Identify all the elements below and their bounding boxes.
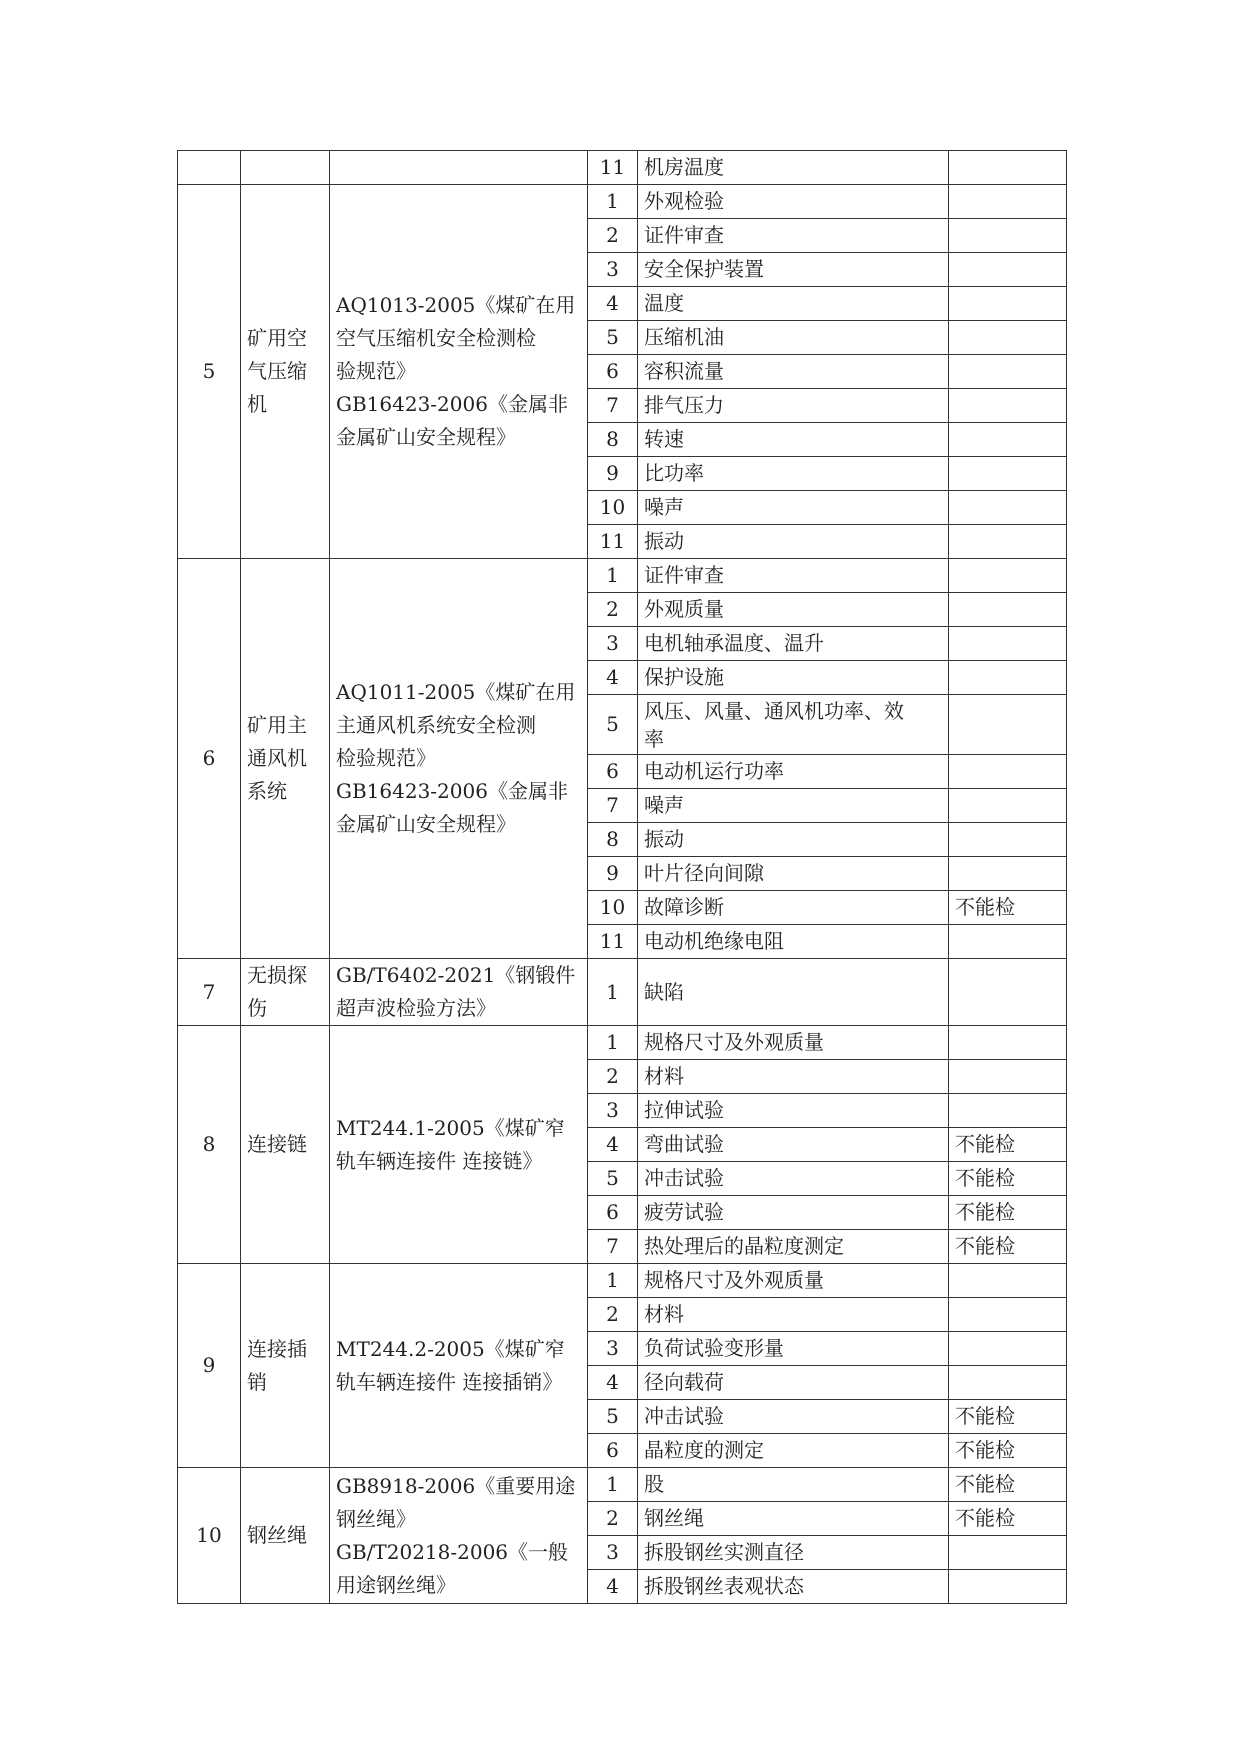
item-number-cell: 4 [588, 1128, 638, 1162]
item-name-cell [638, 959, 949, 1026]
item-name-cell [638, 1128, 949, 1162]
item-name: 机房温度 [644, 155, 724, 179]
equipment-name-cell [241, 1026, 330, 1264]
table-row [178, 1264, 1067, 1298]
item-name-cell [638, 1162, 949, 1196]
remark-cell [949, 1060, 1067, 1094]
item-name: 疲劳试验 [644, 1200, 724, 1224]
item-number-cell: 4 [588, 661, 638, 695]
item-number-cell: 7 [588, 1230, 638, 1264]
item-number-cell: 1 [588, 1468, 638, 1502]
item-number-cell: 5 [588, 1162, 638, 1196]
item-name: 保护设施 [644, 665, 724, 689]
remark-cell [949, 321, 1067, 355]
item-name-cell [638, 823, 949, 857]
item-number-cell: 1 [588, 559, 638, 593]
equipment-name: 矿用主 通风机 系统 [247, 713, 307, 803]
item-number-cell: 8 [588, 423, 638, 457]
item-name: 冲击试验 [644, 1166, 724, 1190]
remark-cell [949, 355, 1067, 389]
item-name-cell [638, 1366, 949, 1400]
item-number-cell: 4 [588, 1570, 638, 1604]
remark-cell [949, 925, 1067, 959]
group-index-cell [178, 151, 241, 185]
item-name: 噪声 [644, 495, 684, 519]
item-name: 电动机运行功率 [644, 759, 784, 783]
item-name: 负荷试验变形量 [644, 1336, 784, 1360]
item-name-cell [638, 1536, 949, 1570]
item-number-cell: 9 [588, 857, 638, 891]
item-name: 风压、风量、通风机功率、效 率 [644, 698, 904, 751]
remark-cell [949, 1332, 1067, 1366]
remark-cell: 不能检 [949, 1468, 1067, 1502]
item-number-cell: 6 [588, 355, 638, 389]
remark-cell [949, 287, 1067, 321]
remark-cell [949, 627, 1067, 661]
item-name: 证件审查 [644, 223, 724, 247]
standard-cell [330, 151, 588, 185]
item-name: 故障诊断 [644, 895, 724, 919]
item-number-cell: 11 [588, 525, 638, 559]
standard-cell [330, 1026, 588, 1264]
item-number-cell: 1 [588, 185, 638, 219]
item-name-cell [638, 1298, 949, 1332]
remark-cell [949, 857, 1067, 891]
remark-cell [949, 559, 1067, 593]
item-name-cell [638, 755, 949, 789]
equipment-name-cell [241, 185, 330, 559]
item-name-cell [638, 525, 949, 559]
group-index-cell: 10 [178, 1468, 241, 1604]
item-number-cell: 4 [588, 1366, 638, 1400]
item-name: 电机轴承温度、温升 [644, 631, 824, 655]
standard-text: GB/T6402-2021《钢锻件 超声波检验方法》 [336, 963, 576, 1020]
item-number-cell: 3 [588, 253, 638, 287]
standard-text: AQ1011-2005《煤矿在用 主通风机系统安全检测 检验规范》 GB16423-2006《金属非 金属矿山安全规程》 [336, 680, 576, 836]
item-number-cell: 2 [588, 219, 638, 253]
remark-cell [949, 959, 1067, 1026]
remark-cell [949, 219, 1067, 253]
standard-cell [330, 959, 588, 1026]
remark-cell: 不能检 [949, 1162, 1067, 1196]
equipment-name: 矿用空 气压缩 机 [247, 326, 307, 416]
item-name-cell [638, 1026, 949, 1060]
group-index-cell: 9 [178, 1264, 241, 1468]
item-name: 容积流量 [644, 359, 724, 383]
item-name: 振动 [644, 529, 684, 553]
item-number-cell: 1 [588, 1264, 638, 1298]
table-row [178, 959, 1067, 1026]
remark-cell [949, 423, 1067, 457]
item-name-cell [638, 491, 949, 525]
item-number-cell: 10 [588, 491, 638, 525]
item-name: 安全保护装置 [644, 257, 764, 281]
equipment-name-cell [241, 1468, 330, 1604]
item-number-cell: 2 [588, 1502, 638, 1536]
item-name: 外观检验 [644, 189, 724, 213]
item-name: 热处理后的晶粒度测定 [644, 1234, 844, 1258]
item-number-cell: 11 [588, 151, 638, 185]
item-name: 外观质量 [644, 597, 724, 621]
item-name-cell [638, 389, 949, 423]
item-number-cell: 3 [588, 1332, 638, 1366]
equipment-name: 连接插 销 [247, 1336, 307, 1394]
remark-cell [949, 457, 1067, 491]
item-name: 晶粒度的测定 [644, 1438, 764, 1462]
remark-cell [949, 789, 1067, 823]
item-name: 比功率 [644, 461, 704, 485]
item-name-cell [638, 1434, 949, 1468]
item-name: 拆股钢丝实测直径 [644, 1540, 804, 1564]
item-number-cell: 7 [588, 789, 638, 823]
item-name: 材料 [644, 1302, 684, 1326]
group-index-cell: 6 [178, 559, 241, 959]
item-number-cell: 2 [588, 1060, 638, 1094]
table-row [178, 1468, 1067, 1502]
table-row [178, 185, 1067, 219]
item-name: 拆股钢丝表观状态 [644, 1574, 804, 1598]
remark-cell: 不能检 [949, 1196, 1067, 1230]
remark-cell [949, 1094, 1067, 1128]
item-number-cell: 6 [588, 1196, 638, 1230]
item-name-cell [638, 891, 949, 925]
item-name-cell [638, 1570, 949, 1604]
item-name: 噪声 [644, 793, 684, 817]
equipment-name: 无损探 伤 [247, 963, 307, 1020]
table-row [178, 1026, 1067, 1060]
item-name-cell [638, 287, 949, 321]
item-name: 径向载荷 [644, 1370, 724, 1394]
item-name-cell [638, 1332, 949, 1366]
remark-cell [949, 755, 1067, 789]
item-name-cell [638, 219, 949, 253]
remark-cell: 不能检 [949, 1434, 1067, 1468]
remark-cell [949, 1298, 1067, 1332]
item-name-cell [638, 151, 949, 185]
item-number-cell: 11 [588, 925, 638, 959]
item-name-cell [638, 457, 949, 491]
item-number-cell: 5 [588, 695, 638, 755]
item-number-cell: 1 [588, 1026, 638, 1060]
item-number-cell: 5 [588, 321, 638, 355]
remark-cell [949, 253, 1067, 287]
item-name-cell [638, 253, 949, 287]
group-index-cell: 5 [178, 185, 241, 559]
item-number-cell: 6 [588, 755, 638, 789]
item-name-cell [638, 559, 949, 593]
item-name: 证件审查 [644, 563, 724, 587]
item-name-cell [638, 1468, 949, 1502]
equipment-name-cell [241, 1264, 330, 1468]
item-name-cell [638, 1502, 949, 1536]
remark-cell: 不能检 [949, 891, 1067, 925]
item-name: 转速 [644, 427, 684, 451]
group-index-cell: 7 [178, 959, 241, 1026]
item-name-cell [638, 857, 949, 891]
remark-cell [949, 823, 1067, 857]
remark-cell [949, 661, 1067, 695]
item-name-cell [638, 925, 949, 959]
remark-cell [949, 1026, 1067, 1060]
item-number-cell: 1 [588, 959, 638, 1026]
remark-cell [949, 1536, 1067, 1570]
item-name-cell [638, 423, 949, 457]
item-name-cell [638, 1400, 949, 1434]
item-number-cell: 9 [588, 457, 638, 491]
item-number-cell: 8 [588, 823, 638, 857]
item-number-cell: 10 [588, 891, 638, 925]
item-name-cell [638, 1060, 949, 1094]
item-name-cell [638, 789, 949, 823]
item-number-cell: 4 [588, 287, 638, 321]
remark-cell [949, 525, 1067, 559]
item-name: 温度 [644, 291, 684, 315]
equipment-name-cell [241, 559, 330, 959]
item-name-cell [638, 355, 949, 389]
item-name: 排气压力 [644, 393, 724, 417]
item-name: 股 [644, 1472, 664, 1496]
standard-text: AQ1013-2005《煤矿在用 空气压缩机安全检测检 验规范》 GB16423-2006《金属非 金属矿山安全规程》 [336, 293, 576, 449]
item-number-cell: 5 [588, 1400, 638, 1434]
standard-text: GB8918-2006《重要用途 钢丝绳》 GB/T20218-2006《一般 用途钢丝绳》 [336, 1473, 576, 1597]
item-name-cell [638, 321, 949, 355]
item-name-cell [638, 1264, 949, 1298]
item-name-cell [638, 1094, 949, 1128]
group-index-cell: 8 [178, 1026, 241, 1264]
standard-cell [330, 1264, 588, 1468]
remark-cell: 不能检 [949, 1128, 1067, 1162]
table-row [178, 151, 1067, 185]
item-name-cell [638, 695, 949, 755]
item-number-cell: 2 [588, 593, 638, 627]
item-name: 振动 [644, 827, 684, 851]
remark-cell [949, 1570, 1067, 1604]
item-name: 叶片径向间隙 [644, 861, 764, 885]
remark-cell [949, 593, 1067, 627]
remark-cell [949, 1366, 1067, 1400]
equipment-name: 连接链 [247, 1132, 307, 1156]
item-name: 压缩机油 [644, 325, 724, 349]
table-row [178, 559, 1067, 593]
standard-cell [330, 185, 588, 559]
item-name: 弯曲试验 [644, 1132, 724, 1156]
item-name-cell [638, 593, 949, 627]
remark-cell [949, 491, 1067, 525]
item-number-cell: 2 [588, 1298, 638, 1332]
item-number-cell: 6 [588, 1434, 638, 1468]
item-name: 规格尺寸及外观质量 [644, 1268, 824, 1292]
remark-cell: 不能检 [949, 1400, 1067, 1434]
remark-cell [949, 695, 1067, 755]
equipment-name-cell [241, 151, 330, 185]
remark-cell [949, 185, 1067, 219]
equipment-name: 钢丝绳 [247, 1523, 307, 1547]
inspection-table [177, 150, 1067, 1604]
item-name-cell [638, 627, 949, 661]
item-name: 规格尺寸及外观质量 [644, 1030, 824, 1054]
remark-cell [949, 1264, 1067, 1298]
item-name: 钢丝绳 [644, 1506, 704, 1530]
item-number-cell: 7 [588, 389, 638, 423]
standard-cell [330, 1468, 588, 1604]
item-number-cell: 3 [588, 627, 638, 661]
item-name: 拉伸试验 [644, 1098, 724, 1122]
item-name: 电动机绝缘电阻 [644, 929, 784, 953]
item-name-cell [638, 1196, 949, 1230]
inspection-table-body [178, 151, 1067, 1604]
item-name-cell [638, 661, 949, 695]
item-number-cell: 3 [588, 1094, 638, 1128]
remark-cell: 不能检 [949, 1502, 1067, 1536]
standard-text: MT244.2-2005《煤矿窄 轨车辆连接件 连接插销》 [336, 1336, 565, 1394]
remark-cell [949, 389, 1067, 423]
equipment-name-cell [241, 959, 330, 1026]
item-name-cell [638, 185, 949, 219]
item-number-cell: 3 [588, 1536, 638, 1570]
remark-cell [949, 151, 1067, 185]
item-name-cell [638, 1230, 949, 1264]
item-name: 材料 [644, 1064, 684, 1088]
remark-cell: 不能检 [949, 1230, 1067, 1264]
standard-cell [330, 559, 588, 959]
item-name: 冲击试验 [644, 1404, 724, 1428]
item-name: 缺陷 [644, 980, 684, 1004]
standard-text: MT244.1-2005《煤矿窄 轨车辆连接件 连接链》 [336, 1115, 565, 1173]
